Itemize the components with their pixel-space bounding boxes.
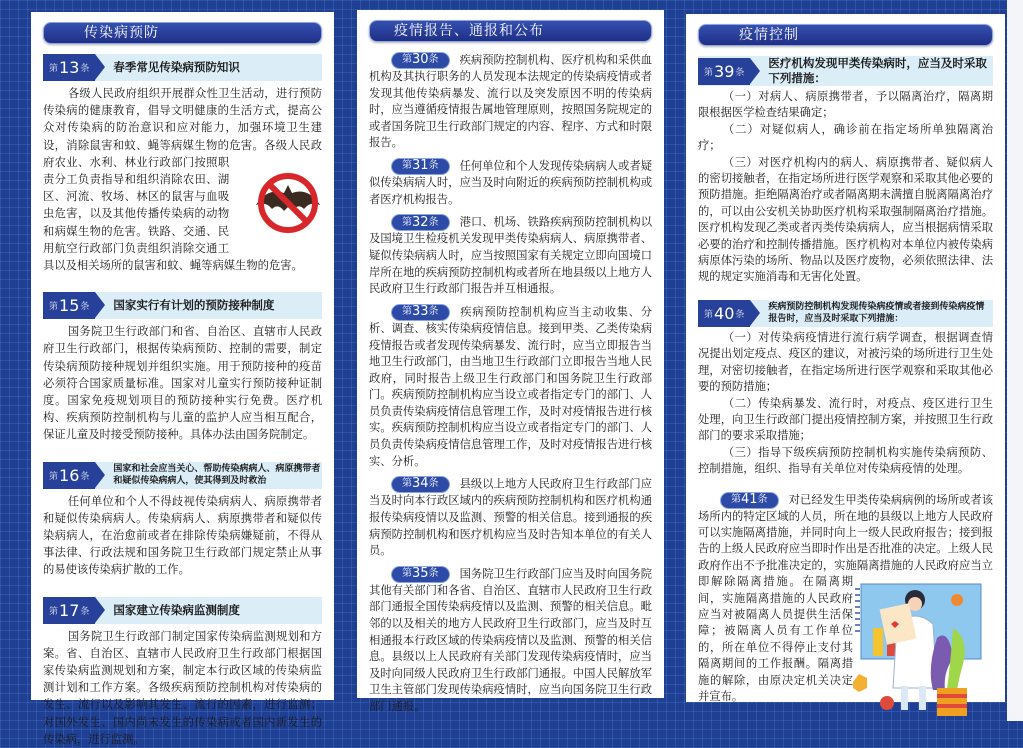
section-title: 疫情控制	[698, 24, 993, 46]
article-suffix: 条	[428, 216, 439, 228]
paragraph-text: 各级人民政府组织开展群众性卫生活动，进行预防传染病的健康教育，倡导文明健康的生活方式，提高公众对传染病的防治意识和应对能力，加强环境卫生建设，消除鼠害和蚊、蝇等病媒生物的危害。各级人民政府农业、水利、林业行政部门按照职责分工负责指导和组织消除农田、湖区、河流、牧场、林区的鼠害与血吸虫危害，以及其他传播传染病的动物和病媒生物的危害。铁路、交通、民用航空行政部门负责组织消除交通工具以及相关场所的鼠害和蚊、蝇等病媒生物的危害。	[43, 87, 322, 273]
paragraph-text: 县级以上地方人民政府卫生行政部门应当及时向本行政区域内的疾病预防控制机构和医疗机构通报传染病疫情以及监测、预警的相关信息。接到通报的疾病预防控制机构和医疗机构应当及时告知本单位的有关人员。	[369, 477, 652, 558]
article-paragraph	[43, 323, 322, 443]
article-prefix: 第	[49, 64, 59, 74]
article-number-badge	[391, 476, 450, 493]
paragraph-text: 疾病预防控制机构、医疗机构和采供血机构及其执行职务的人员发现本法规定的传染病疫情或者发现其他传染病暴发、流行以及突发原因不明的传染病时，应当遵循疫情报告属地管理原则，按照国务院规定的或者国务院卫生行政部门规定的内容、程序、方式和时限报告。	[369, 53, 652, 150]
article-heading: 疾病预防控制机构发现传染病疫情或者接到传染病疫情报告时，应当及时采取下列措施：	[768, 302, 985, 325]
article-number: 32	[412, 214, 429, 230]
paragraph-text: （二）传染病暴发、流行时，对疫点、疫区进行卫生处理，向卫生行政部门提出疫情控制方案，并按照卫生行政部门的要求采取措施；	[698, 396, 993, 443]
article-heading-band	[43, 462, 322, 489]
page-edge	[1007, 0, 1023, 721]
article-heading: 春季常见传染病预防知识	[113, 60, 240, 74]
article-prefix: 第	[704, 309, 714, 320]
article-number-badge	[43, 54, 95, 81]
article-number: 40	[714, 303, 735, 323]
article-prefix: 第	[402, 54, 412, 66]
article-number-badge	[391, 304, 450, 321]
article-suffix: 条	[428, 160, 439, 172]
article-suffix: 条	[428, 54, 439, 66]
panel-prevention	[31, 12, 334, 746]
article-paragraph	[43, 493, 322, 579]
article-number: 17	[59, 600, 80, 620]
paragraph-text: （三）对医疗机构内的病人、病原携带者、疑似病人的密切接触者，在指定场所进行医学观察和采取其他必要的预防措施。拒绝隔离治疗或者隔离期未满擅自脱离隔离治疗的，可以由公安机关协助医疗机构采取强制隔离治疗措施。医疗机构发现乙类或者丙类传染病病人，应当根据病情采取必要的治疗和控制传播措施。医疗机构对本单位内被传染病病原体污染的场所、物品以及医疗废物，必须依照法律、法规的规定实施消毒和无害化处置。	[698, 155, 993, 284]
article-number: 41	[741, 491, 758, 507]
article-suffix: 条	[80, 302, 90, 313]
article-paragraph	[698, 89, 993, 122]
paragraph-text: 疾病预防控制机构应当主动收集、分析、调查、核实传染病疫情信息。接到甲类、乙类传染病疫情报告或者发现传染病暴发、流行时，应当立即报告当地卫生行政部门，由当地卫生行政部门立即报告当地人民政府，同时报告上级卫生行政部门和国务院卫生行政部门。疾病预防控制机构应当设立或者指定专门的部门、人员负责传染病疫情信息管理工作，及时对疫情报告进行核实。疾病预防控制机构应当设立或者指定专门的部门、人员负责传染病疫情信息管理工作，及时对疫情报告进行核实、分析。	[369, 305, 652, 468]
article-number-badge	[391, 214, 450, 231]
article-prefix: 第	[402, 478, 412, 490]
article-prefix: 第	[49, 606, 59, 617]
article-paragraph	[43, 85, 322, 274]
article-suffix: 条	[80, 471, 90, 482]
article-suffix: 条	[735, 309, 745, 320]
article-heading: 国家建立传染病监测制度	[113, 602, 240, 617]
article-number: 30	[412, 52, 429, 68]
article-number: 13	[59, 58, 80, 77]
article-heading-band	[43, 597, 322, 624]
paragraph-text: 国务院卫生行政部门和省、自治区、直辖市人民政府卫生行政部门，根据传染病预防、控制的需要，制定传染病预防接种规划并组织实施。用于预防接种的疫苗必须符合国家质量标准。国家对儿童实行预防接种证制度。国家免疫规划项目的预防接种实行免费。医疗机构、疾病预防控制机构与儿童的监护人应当相互配合，保证儿童及时接受预防接种。具体办法由国务院制定。	[43, 325, 322, 442]
article-number-badge	[698, 300, 750, 327]
paragraph-text: 对已经发生甲类传染病病例的场所或者该场所内的特定区域的人员，所在地的县级以上地方人民政府可以实施隔离措施，并同时向上一级人民政府报告；接到报告的上级人民政府应当即时作出是否批准的决定。上级人民政府作出不予批准决定的，实施隔离措施的人民政府应当立即解除隔离措施。在隔离期间，实施隔离措施的人民政府应当对被隔离人员提供生活保障；被隔离人员有工作单位的，所在单位不得停止支付其隔离期间的工作报酬。隔离措施的解除，由原决定机关决定并宣布。	[698, 493, 993, 703]
article-number: 31	[412, 158, 429, 174]
article-paragraph	[369, 158, 652, 208]
paragraph-text: （一）对病人、病原携带者，予以隔离治疗，隔离期限根据医学检查结果确定；	[698, 90, 993, 120]
article-heading-band	[43, 54, 322, 81]
article-paragraph	[698, 155, 993, 286]
article-heading-band	[698, 56, 993, 86]
article-heading: 国家实行有计划的预防接种制度	[113, 298, 275, 313]
section-title: 传染病预防	[43, 22, 322, 44]
doctor-illustration	[853, 578, 993, 723]
article-number: 34	[412, 476, 429, 492]
article-number-badge	[391, 566, 450, 583]
no-bat-icon	[229, 171, 322, 240]
article-paragraph	[369, 214, 652, 297]
article-prefix: 第	[402, 306, 412, 318]
paragraph-text: 港口、机场、铁路疾病预防控制机构以及国境卫生检疫机关发现甲类传染病病人、病原携带者、疑似传染病病人时，应当按照国家有关规定立即向国境口岸所在地的疾病预防控制机构或者所在地县级以上地方人民政府卫生行政部门报告并互相通报。	[369, 215, 652, 296]
article-prefix: 第	[731, 493, 741, 505]
article-number-badge	[43, 292, 95, 319]
article-suffix: 条	[757, 493, 768, 505]
article-prefix: 第	[49, 302, 59, 313]
article-suffix: 条	[735, 67, 745, 78]
paragraph-text: 国务院卫生行政部门制定国家传染病监测规划和方案。省、自治区、直辖市人民政府卫生行政部门根据国家传染病监测规划和方案，制定本行政区域的传染病监测计划和工作方案。各级疾病预防控制机构对传染病的发生、流行以及影响其发生、流行的因素，进行监测；对国外发生、国内尚未发生的传染病或者国内新发生的传染病，进行监测。	[43, 629, 322, 746]
article-paragraph	[698, 330, 993, 396]
paragraph-text: 任何单位和个人发现传染病病人或者疑似传染病病人时，应当及时向附近的疾病预防控制机构或者医疗机构报告。	[369, 159, 652, 206]
article-paragraph	[369, 52, 652, 152]
article-number-badge	[391, 52, 450, 69]
article-prefix: 第	[402, 160, 412, 172]
paragraph-text: 任何单位和个人不得歧视传染病病人、病原携带者和疑似传染病病人。传染病病人、病原携带者和疑似传染病病人，在治愈前或者在排除传染病嫌疑前，不得从事法律、行政法规和国务院卫生行政部门规定禁止从事的易使该传染病扩散的工作。	[43, 494, 322, 577]
article-number-badge	[43, 462, 95, 489]
paragraph-text: 国务院卫生行政部门应当及时向国务院其他有关部门和各省、自治区、直辖市人民政府卫生行政部门通报全国传染病疫情以及监测、预警的相关信息。毗邻的以及相关的地方人民政府卫生行政部门，应当及时互相通报本行政区域的传染病疫情以及监测、预警的相关信息。县级以上人民政府有关部门发现传染病疫情时，应当及时向同级人民政府卫生行政部门通报。中国人民解放军卫生主管部门发现传染病疫情时，应当向国务院卫生行政部门通报。	[369, 567, 652, 713]
article-paragraph	[698, 445, 993, 478]
section-title: 疫情报告、通报和公布	[369, 20, 652, 42]
article-number-badge	[43, 597, 95, 624]
paragraph-text: （二）对疑似病人，确诊前在指定场所单独隔离治疗；	[698, 122, 993, 153]
article-heading: 医疗机构发现甲类传染病时，应当及时采取下列措施：	[768, 56, 987, 85]
article-heading-band	[43, 292, 322, 319]
paragraph-text: （三）指导下级疾病预防控制机构实施传染病预防、控制措施，组织、指导有关单位对传染病疫情的处理。	[698, 445, 993, 476]
article-prefix: 第	[704, 67, 714, 78]
article-number-badge	[391, 158, 450, 175]
article-paragraph	[698, 396, 993, 445]
article-suffix: 条	[80, 64, 90, 74]
article-prefix: 第	[49, 471, 59, 482]
article-number-badge	[720, 492, 779, 509]
article-suffix: 条	[428, 567, 439, 579]
article-number: 15	[59, 296, 80, 316]
article-paragraph	[43, 628, 322, 748]
article-paragraph	[369, 476, 652, 559]
article-prefix: 第	[402, 567, 412, 579]
article-paragraph	[369, 566, 652, 716]
article-paragraph	[369, 304, 652, 470]
article-suffix: 条	[428, 306, 439, 318]
article-paragraph	[698, 492, 993, 706]
panel-control	[686, 14, 1005, 702]
panel-reporting	[357, 10, 664, 713]
article-number-badge	[698, 58, 750, 85]
article-number: 33	[412, 304, 429, 320]
article-paragraph	[698, 122, 993, 155]
article-heading-band	[698, 300, 993, 327]
article-prefix: 第	[402, 216, 412, 228]
article-suffix: 条	[80, 606, 90, 617]
paragraph-text: （一）对传染病疫情进行流行病学调查，根据调查情况提出划定疫点、疫区的建议，对被污染的场所进行卫生处理，对密切接触者，在指定场所进行医学观察和采取其他必要的预防措施；	[698, 330, 993, 394]
article-suffix: 条	[428, 478, 439, 490]
article-heading: 国家和社会应当关心、帮助传染病病人、病原携带者和疑似传染病病人，使其得到及时救治	[113, 464, 321, 487]
article-number: 35	[412, 565, 429, 581]
article-number: 39	[714, 61, 735, 81]
article-number: 16	[59, 465, 80, 485]
